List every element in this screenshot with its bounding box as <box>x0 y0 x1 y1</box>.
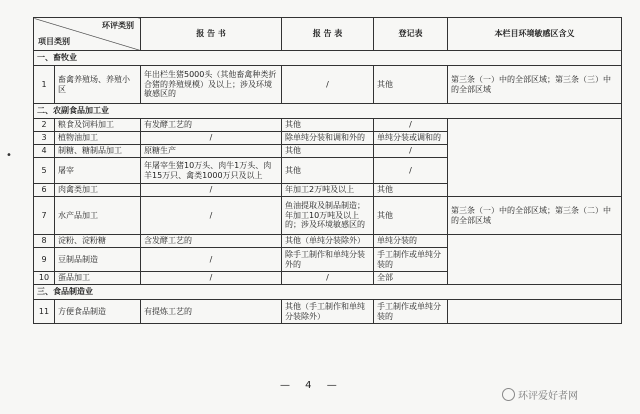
row-number: 5 <box>34 158 55 184</box>
report-table-cell: / <box>282 272 374 285</box>
header-report-book: 报 告 书 <box>141 18 282 51</box>
report-book-cell: / <box>141 197 282 235</box>
report-book-cell: 有提炼工艺的 <box>141 300 282 324</box>
table-row <box>34 66 622 104</box>
report-book-cell: / <box>141 132 282 145</box>
registration-cell: / <box>374 158 448 184</box>
row-number: 3 <box>34 132 55 145</box>
section-title: 二、农副食品加工业 <box>34 104 622 119</box>
header-registration: 登记表 <box>374 18 448 51</box>
report-table-cell: 年加工2万吨及以上 <box>282 184 374 197</box>
report-table-cell: 其他 <box>282 119 374 132</box>
section-title: 一、畜牧业 <box>34 51 622 66</box>
report-book-cell: / <box>141 272 282 285</box>
row-number: 9 <box>34 248 55 272</box>
section-title: 三、食品制造业 <box>34 285 622 300</box>
project-name: 豆制品制造 <box>55 248 141 272</box>
report-book-cell: 含发酵工艺的 <box>141 235 282 248</box>
report-book-cell: / <box>141 248 282 272</box>
project-name: 蛋品加工 <box>55 272 141 285</box>
row-number: 11 <box>34 300 55 324</box>
report-book-cell: 有发酵工艺的 <box>141 119 282 132</box>
project-name: 粮食及饲料加工 <box>55 119 141 132</box>
row-number: 6 <box>34 184 55 197</box>
meaning-cell <box>448 119 622 197</box>
meaning-cell <box>448 235 622 285</box>
meaning-cell: 第三条（一）中的全部区域；第三条（二）中的全部区域 <box>448 197 622 235</box>
report-table-cell: 其他 <box>282 158 374 184</box>
registration-cell: 手工制作或单纯分装的 <box>374 248 448 272</box>
row-number: 7 <box>34 197 55 235</box>
project-name: 制糖、糖制品加工 <box>55 145 141 158</box>
classification-table <box>33 17 622 324</box>
table-row <box>34 235 622 248</box>
report-book-cell: 年屠宰生猪10万头、肉牛1万头、肉羊15万只、禽类1000万只及以上 <box>141 158 282 184</box>
diagonal-header-cell <box>34 18 141 51</box>
section-row <box>34 51 622 66</box>
registration-cell: 全部 <box>374 272 448 285</box>
report-table-cell: 其他（单纯分装除外） <box>282 235 374 248</box>
registration-cell: / <box>374 145 448 158</box>
project-name: 水产品加工 <box>55 197 141 235</box>
row-number: 4 <box>34 145 55 158</box>
report-table-cell: 鱼油提取及制品制造；年加工10万吨及以上的；涉及环境敏感区的 <box>282 197 374 235</box>
watermark-text: 环评爱好者网 <box>518 391 578 402</box>
table-row <box>34 197 622 235</box>
report-table-cell: 除手工制作和单纯分装外的 <box>282 248 374 272</box>
page-number: — 4 — <box>280 380 343 391</box>
project-name: 方便食品制造 <box>55 300 141 324</box>
wechat-icon <box>502 388 515 401</box>
row-number: 10 <box>34 272 55 285</box>
section-row <box>34 285 622 300</box>
project-name: 植物油加工 <box>55 132 141 145</box>
project-name: 畜禽养殖场、养殖小区 <box>55 66 141 104</box>
report-table-cell: 其他（手工制作和单纯分装除外） <box>282 300 374 324</box>
project-name: 肉禽类加工 <box>55 184 141 197</box>
report-table-cell: 除单纯分装和调和外的 <box>282 132 374 145</box>
registration-cell: / <box>374 119 448 132</box>
row-number: 8 <box>34 235 55 248</box>
meaning-cell: 第三条（一）中的全部区域；第三条（三）中的全部区域 <box>448 66 622 104</box>
table-row <box>34 300 622 324</box>
table-row <box>34 119 622 132</box>
row-number: 1 <box>34 66 55 104</box>
registration-cell: 单纯分装的 <box>374 235 448 248</box>
table-header-row <box>34 18 622 51</box>
report-table-cell: / <box>282 66 374 104</box>
registration-cell: 其他 <box>374 66 448 104</box>
header-sensitive-meaning: 本栏目环境敏感区含义 <box>448 18 622 51</box>
report-book-cell: 年出栏生猪5000头（其他畜禽种类折合猪的养殖规模）及以上；涉及环境敏感区的 <box>141 66 282 104</box>
report-table-cell: 其他 <box>282 145 374 158</box>
section-row <box>34 104 622 119</box>
margin-mark: • <box>6 150 12 161</box>
header-project-category: 项目类别 <box>38 37 70 47</box>
registration-cell: 手工制作或单纯分装的 <box>374 300 448 324</box>
meaning-cell <box>448 300 622 324</box>
watermark <box>502 387 578 402</box>
registration-cell: 其他 <box>374 197 448 235</box>
row-number: 2 <box>34 119 55 132</box>
header-env-category: 环评类别 <box>102 21 134 30</box>
report-book-cell: / <box>141 184 282 197</box>
registration-cell: 其他 <box>374 184 448 197</box>
project-name: 屠宰 <box>55 158 141 184</box>
registration-cell: 单纯分装或调和的 <box>374 132 448 145</box>
project-name: 淀粉、淀粉糖 <box>55 235 141 248</box>
header-report-table: 报 告 表 <box>282 18 374 51</box>
report-book-cell: 原糖生产 <box>141 145 282 158</box>
